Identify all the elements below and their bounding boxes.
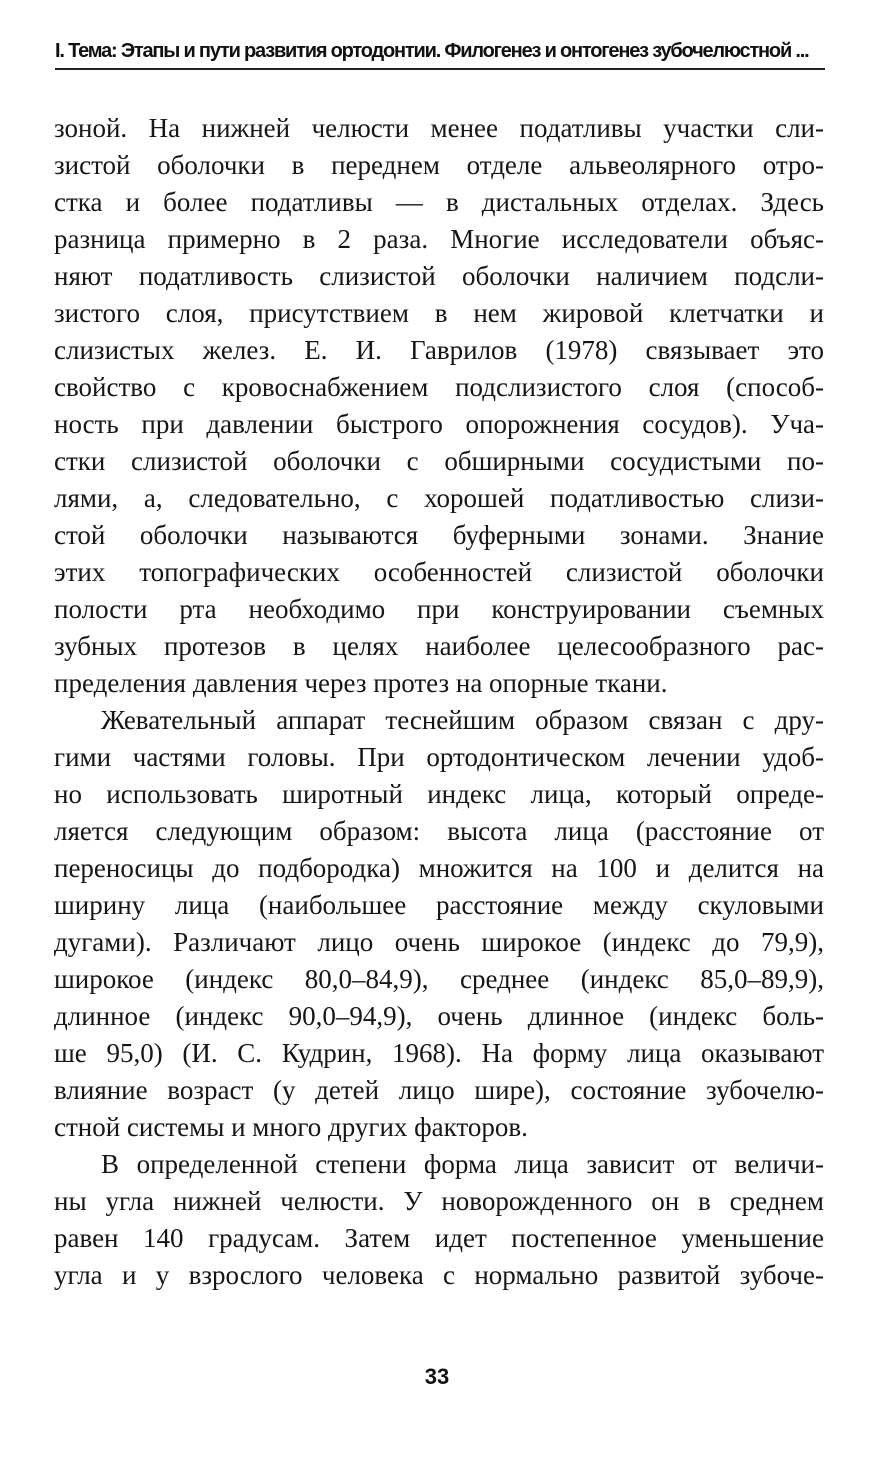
text-line: переносицы до подбородка) множится на 100 и делится на [54,853,824,883]
text-line: дугами). Различают лицо очень широкое (индекс до 79,9), [54,927,824,957]
text-line: лями, а, следовательно, с хорошей податливостью слизи- [54,483,824,513]
text-line: зубных протезов в целях наиболее целесообразного рас- [54,631,824,661]
text-line: ше 95,0) (И. С. Кудрин, 1968). На форму лица оказывают [54,1038,824,1068]
text-line: няют податливость слизистой оболочки наличием подсли- [54,261,824,291]
text-line: угла и у взрослого человека с нормально развитой зубоче- [54,1260,824,1290]
text-line: этих топографических особенностей слизистой оболочки [54,557,824,587]
text-line: широкое (индекс 80,0–84,9), среднее (индекс 85,0–89,9), [54,964,824,994]
text-line: стки слизистой оболочки с обширными сосудистыми по- [54,446,824,476]
text-line: ширину лица (наибольшее расстояние между скуловыми [54,890,824,920]
text-line: В определенной степени форма лица зависит от величи- [101,1149,824,1179]
text-line: ляется следующим образом: высота лица (расстояние от [54,816,824,846]
header-rule [55,68,825,70]
body-text [54,110,824,1294]
text-line: стной системы и много других факторов. [54,1112,528,1142]
text-line: слизистых желез. Е. И. Гаврилов (1978) связывает это [54,335,824,365]
text-line: гими частями головы. При ортодонтическом лечении удоб- [54,742,824,772]
text-line: стка и более податливы — в дистальных отделах. Здесь [54,187,824,217]
page-number: 33 [424,1364,450,1389]
text-line: длинное (индекс 90,0–94,9), очень длинное (индекс боль- [54,1001,824,1031]
text-line: влияние возраст (у детей лицо шире), состояние зубочелю- [54,1075,824,1105]
text-line: ность при давлении быстрого опорожнения сосудов). Уча- [54,409,824,439]
text-line: Жевательный аппарат теснейшим образом связан с дру- [101,705,824,735]
text-line: разница примерно в 2 раза. Многие исследователи объяс- [54,224,824,254]
text-line: ны угла нижней челюсти. У новорожденного он в среднем [54,1186,824,1216]
text-line: зистой оболочки в переднем отделе альвеолярного отро- [54,150,824,180]
running-header: I. Тема: Этапы и пути развития ортодонтии. Филогенез и онтогенез зубочелюстной ... [55,40,809,62]
text-line: пределения давления через протез на опорные ткани. [54,668,668,698]
text-line: стой оболочки называются буферными зонами. Знание [54,520,824,550]
text-line: зистого слоя, присутствием в нем жировой клетчатки и [54,298,824,328]
text-line: но использовать широтный индекс лица, который опреде- [54,779,824,809]
text-line: свойство с кровоснабжением подслизистого слоя (способ- [54,372,824,402]
text-line: полости рта необходимо при конструировании съемных [54,594,824,624]
text-line: равен 140 градусам. Затем идет постепенное уменьшение [54,1223,824,1253]
text-line: зоной. На нижней челюсти менее податливы участки сли- [54,113,824,143]
